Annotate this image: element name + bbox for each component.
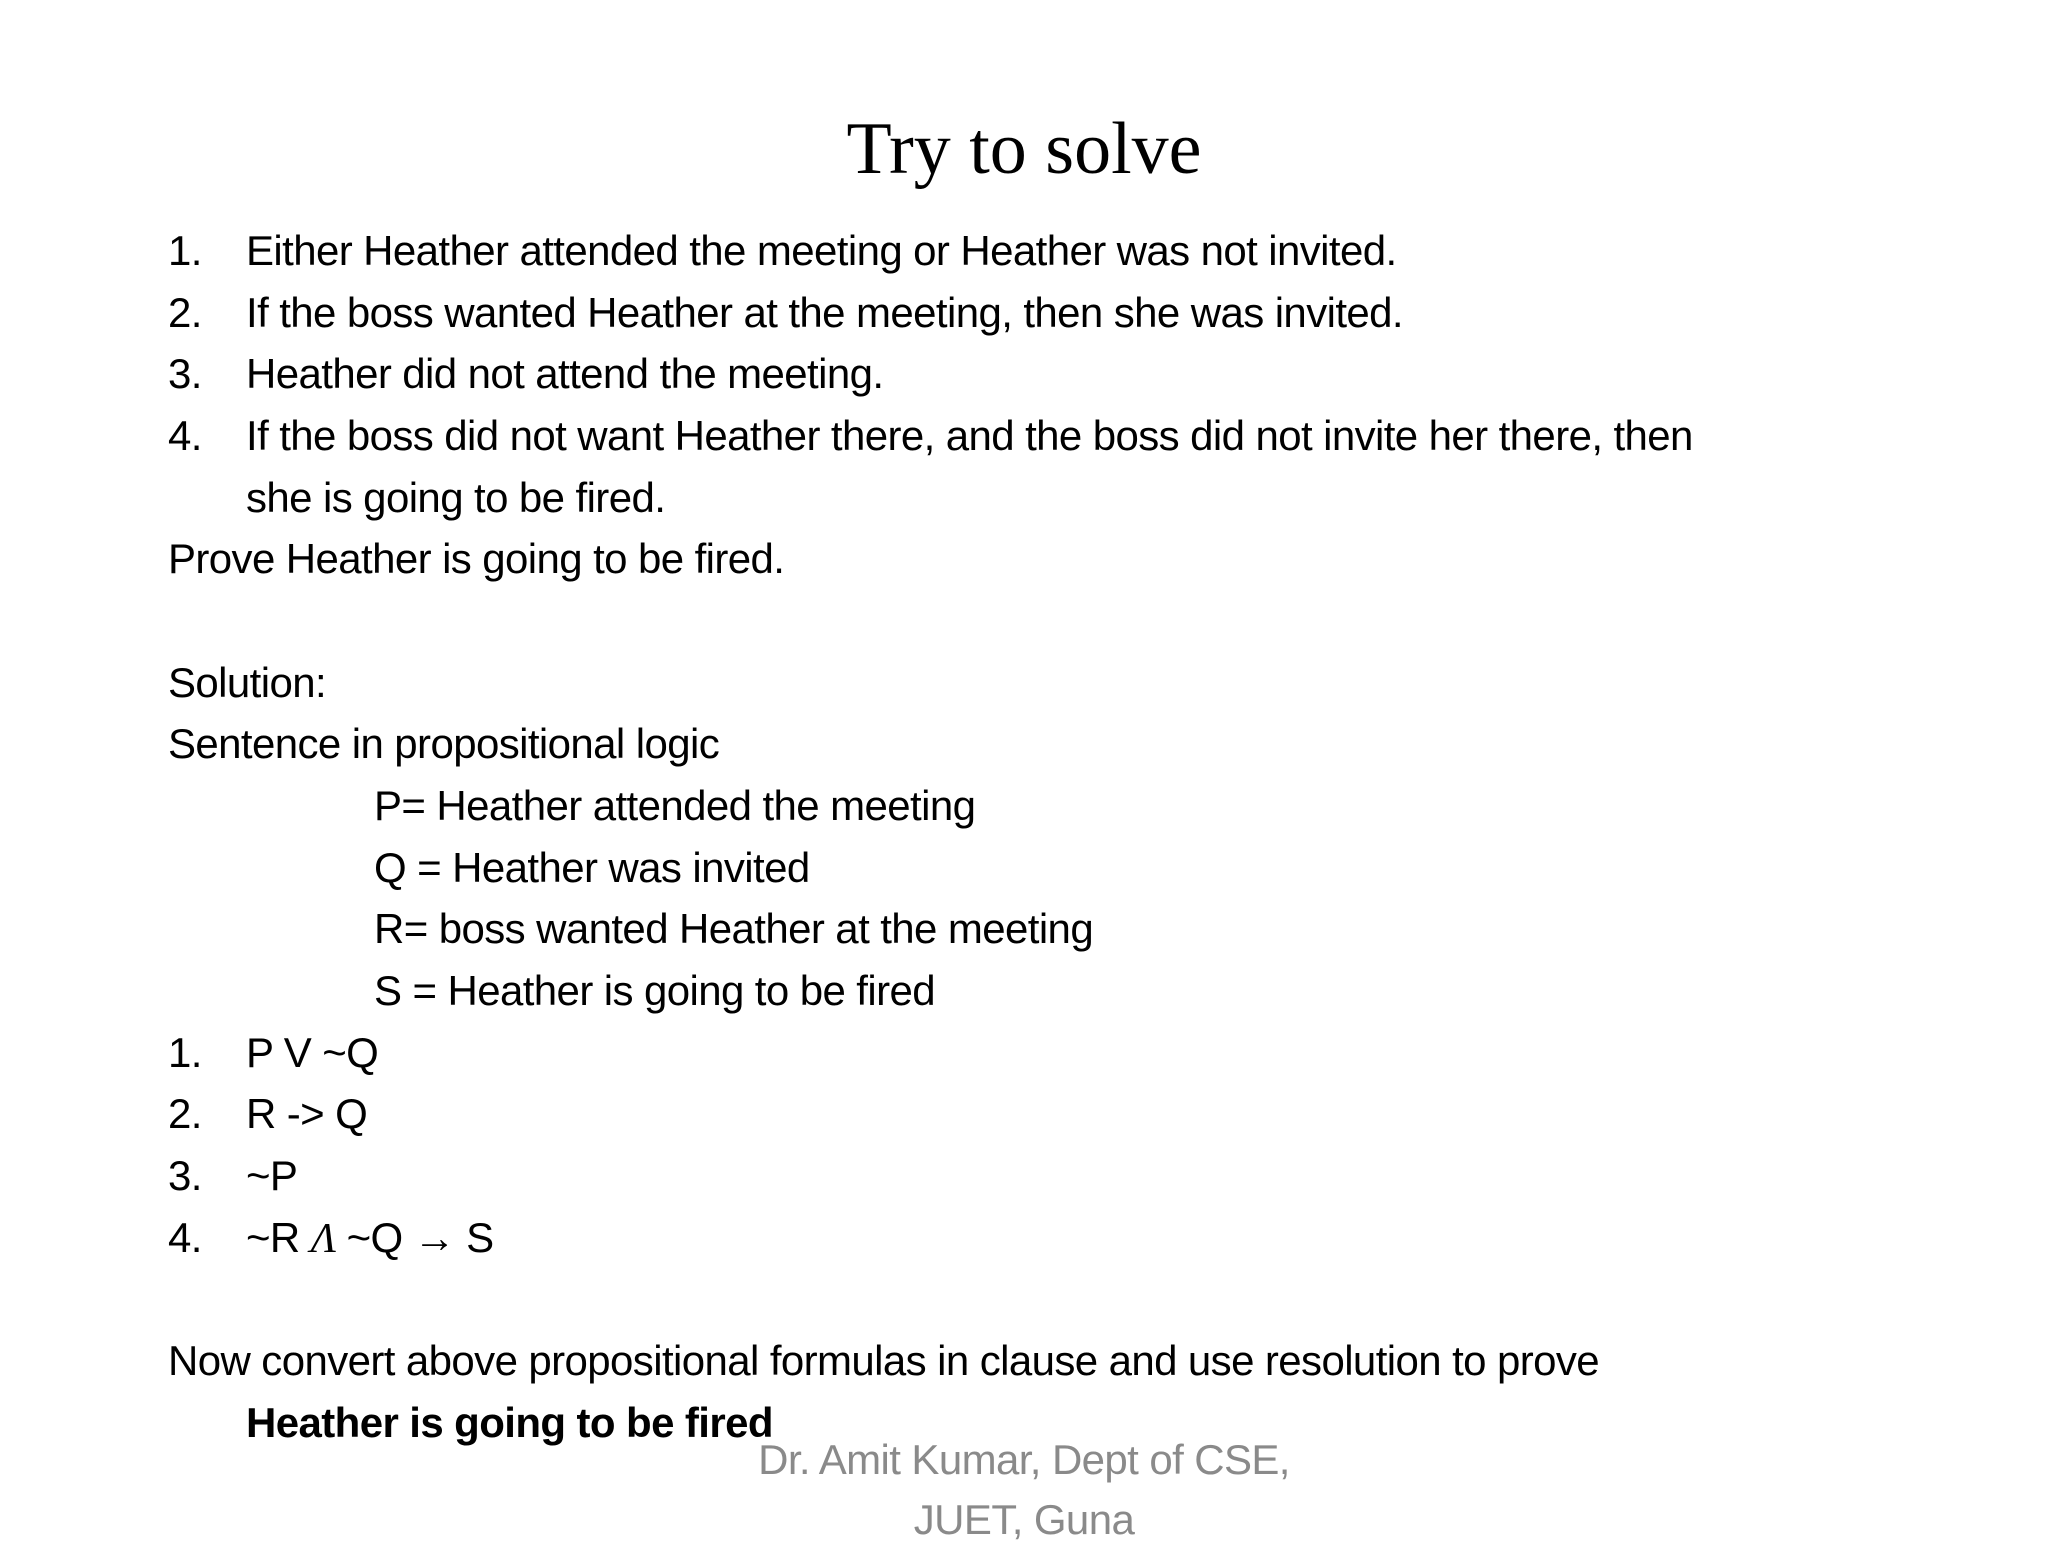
statement-number: 2. — [168, 289, 202, 336]
statement-text: Heather did not attend the meeting. — [246, 350, 884, 397]
definition-r: R= boss wanted Heather at the meeting — [374, 905, 1094, 952]
footer-line-1: Dr. Amit Kumar, Dept of CSE, — [758, 1436, 1290, 1483]
statement-number: 1. — [168, 227, 202, 274]
statement-text: Either Heather attended the meeting or Heather was not invited. — [246, 227, 1397, 274]
statement-number: 3. — [168, 350, 202, 397]
formula-post: ~Q → S — [335, 1214, 494, 1261]
solution-subheading: Sentence in propositional logic — [168, 720, 720, 767]
and-symbol: Λ — [310, 1216, 336, 1262]
formula-text: R -> Q — [246, 1090, 368, 1137]
slide-title: Try to solve — [846, 108, 1202, 190]
definition-s: S = Heather is going to be fired — [374, 967, 935, 1014]
statement-number: 4. — [168, 412, 202, 459]
formula-number: 2. — [168, 1090, 202, 1137]
definition-q: Q = Heather was invited — [374, 844, 810, 891]
solution-heading: Solution: — [168, 659, 327, 706]
statement-4-continuation: she is going to be fired. — [246, 474, 666, 521]
formula-text: ~P — [246, 1152, 298, 1199]
statement-text: If the boss wanted Heather at the meeting, then she was invited. — [246, 289, 1403, 336]
instruction-bold-text: Heather is going to be fired — [246, 1399, 773, 1446]
definition-p: P= Heather attended the meeting — [374, 782, 976, 829]
formula-number: 1. — [168, 1029, 202, 1076]
formula-number: 3. — [168, 1152, 202, 1199]
footer-line-2: JUET, Guna — [913, 1496, 1135, 1543]
formula-pre: ~R — [246, 1214, 311, 1261]
formula-text: P V ~Q — [246, 1029, 379, 1076]
formula-text — [246, 1207, 494, 1270]
statement-text: If the boss did not want Heather there, and the boss did not invite her there, then — [246, 412, 1693, 459]
formula-number: 4. — [168, 1214, 202, 1261]
goal-text: Prove Heather is going to be fired. — [168, 535, 785, 582]
instruction-text: Now convert above propositional formulas in clause and use resolution to prove — [168, 1337, 1600, 1384]
